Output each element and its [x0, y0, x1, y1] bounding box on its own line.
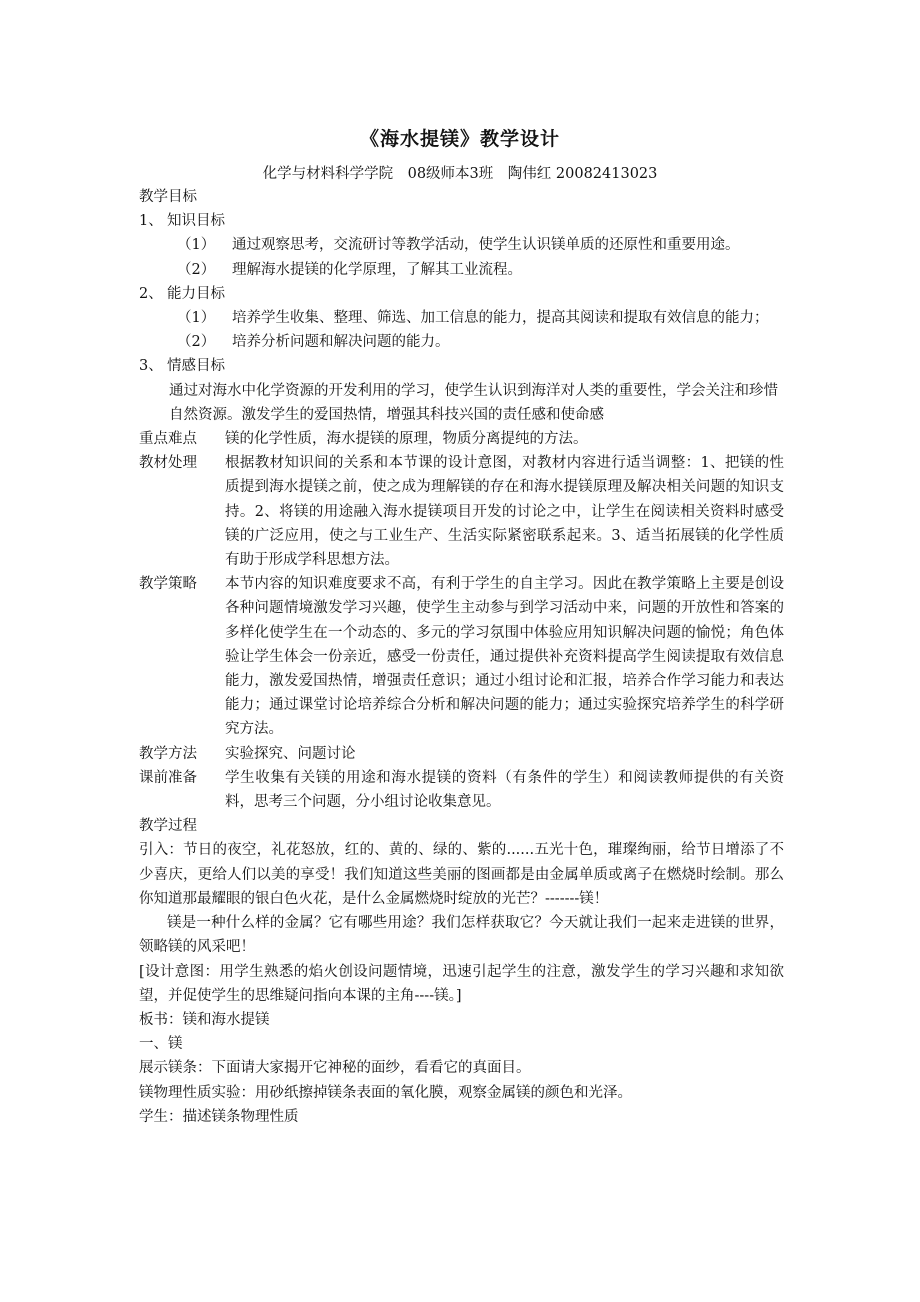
student-paragraph: 学生：描述镁条物理性质 — [139, 1108, 299, 1125]
goal-number: 2、 — [139, 285, 163, 302]
section-text: 本节内容的知识难度要求不高，有利于学生的自主学习。因此在教学策略上主要是创设各种问题情境激发学习兴趣，使学生主动参与到学习活动中来，问题的开放性和答案的多样化使学生在一个动态的、多元的学习氛围中体验应用知识解决问题的愉悦；角色体验让学生体会一份亲近，感受一份责任，通过提供补充资料提高学生阅读提取有效信息能力，激发爱国热情，增强责任意识；通过小组讨论和汇报，培养合作学习能力和表达能力；通过课堂讨论培养综合分析和解决问题的能力；通过实验探究培养学生的科学研究方法。 — [225, 576, 784, 738]
section-text: 镁的化学性质，海水提镁的原理，物质分离提纯的方法。 — [225, 431, 588, 448]
section-materials — [139, 451, 784, 572]
document-title: 《海水提镁》教学设计 — [359, 128, 560, 150]
section-text: 实验探究、问题讨论 — [225, 745, 356, 762]
item-number: （1） — [177, 237, 216, 254]
goal-item — [139, 330, 784, 354]
item-text: 培养学生收集、整理、筛选、加工信息的能力，提高其阅读和提取有效信息的能力； — [232, 310, 769, 327]
section-text: 根据教材知识间的关系和本节课的设计意图，对教材内容进行适当调整：1、把镁的性质提到海水提镁之前，使之成为理解镁的存在和海水提镁原理及解决相关问题的知识支持。2、将镁的用途融入海水提镁项目开发的讨论之中，让学生在阅读相关资料时感受镁的广泛应用，使之与工业生产、生活实际紧密联系起来。3、适当拓展镁的化学性质有助于形成学科思想方法。 — [225, 455, 784, 569]
section-text: 学生收集有关镁的用途和海水提镁的资料（有条件的学生）和阅读教师提供的有关资料，思考三个问题，分小组讨论收集意见。 — [225, 769, 784, 811]
goal-item — [139, 233, 784, 257]
goal-knowledge-heading — [139, 209, 784, 233]
section-label: 课前准备 — [139, 769, 197, 786]
goals-heading: 教学目标 — [139, 189, 197, 205]
process-heading: 教学过程 — [139, 818, 197, 835]
section-methods — [139, 742, 784, 766]
goal-item — [139, 258, 784, 282]
section-label: 教学策略 — [139, 576, 197, 593]
item-number: （1） — [177, 310, 216, 327]
emotion-goal-text: 通过对海水中化学资源的开发利用的学习，使学生认识到海洋对人类的重要性，学会关注和珍惜自然资源。激发学生的爱国热情，增强其科技兴国的责任感和使命感 — [169, 382, 778, 423]
goal-ability-heading — [139, 282, 784, 306]
design-intent-paragraph: [设计意图：用学生熟悉的焰火创设问题情境，迅速引起学生的注意，激发学生的学习兴趣和求知欲望，并促使学生的思维疑问指向本课的主角----镁。] — [139, 963, 784, 1004]
goal-label: 能力目标 — [167, 285, 225, 302]
board-note: 板书：镁和海水提镁 — [139, 1011, 270, 1028]
section-key-points — [139, 427, 784, 451]
intro-paragraph: 引入：节日的夜空，礼花怒放，红的、黄的、绿的、紫的......五光十色，璀璨绚丽，给节日增添了不少喜庆，更给人们以美的享受！我们知道这些美丽的图画都是由金属单质或离子在燃烧时绘制。那么你知道那最耀眼的银白色火花，是什么金属燃烧时绽放的光芒？-------镁！ — [139, 842, 784, 907]
document-body — [139, 185, 784, 1129]
goal-number: 3、 — [139, 358, 163, 375]
item-text: 通过观察思考，交流研讨等教学活动，使学生认识镁单质的还原性和重要用途。 — [232, 237, 740, 254]
experiment-paragraph: 镁物理性质实验：用砂纸擦掉镁条表面的氧化膜，观察金属镁的颜色和光泽。 — [139, 1084, 632, 1101]
goal-label: 情感目标 — [167, 358, 225, 375]
item-text: 培养分析问题和解决问题的能力。 — [232, 334, 450, 351]
section-label: 重点难点 — [139, 431, 197, 448]
section-strategy — [139, 572, 784, 741]
item-number: （2） — [177, 334, 216, 351]
goal-number: 1、 — [139, 213, 163, 230]
goal-emotion-heading — [139, 354, 784, 378]
goal-item — [139, 306, 784, 330]
item-number: （2） — [177, 261, 216, 278]
item-text: 理解海水提镁的化学原理，了解其工业流程。 — [232, 261, 522, 278]
part-heading: 一、镁 — [139, 1036, 183, 1053]
section-label: 教学方法 — [139, 745, 197, 762]
goal-label: 知识目标 — [167, 213, 225, 230]
question-paragraph: 镁是一种什么样的金属？它有哪些用途？我们怎样获取它？今天就让我们一起来走进镁的世界，领略镁的风采吧！ — [139, 915, 784, 956]
author-byline: 化学与材料科学学院 08级师本3班 陶伟红 20082413023 — [262, 166, 658, 182]
section-label: 教材处理 — [139, 455, 197, 472]
show-paragraph: 展示镁条：下面请大家揭开它神秘的面纱，看看它的真面目。 — [139, 1060, 531, 1077]
section-preparation — [139, 766, 784, 814]
